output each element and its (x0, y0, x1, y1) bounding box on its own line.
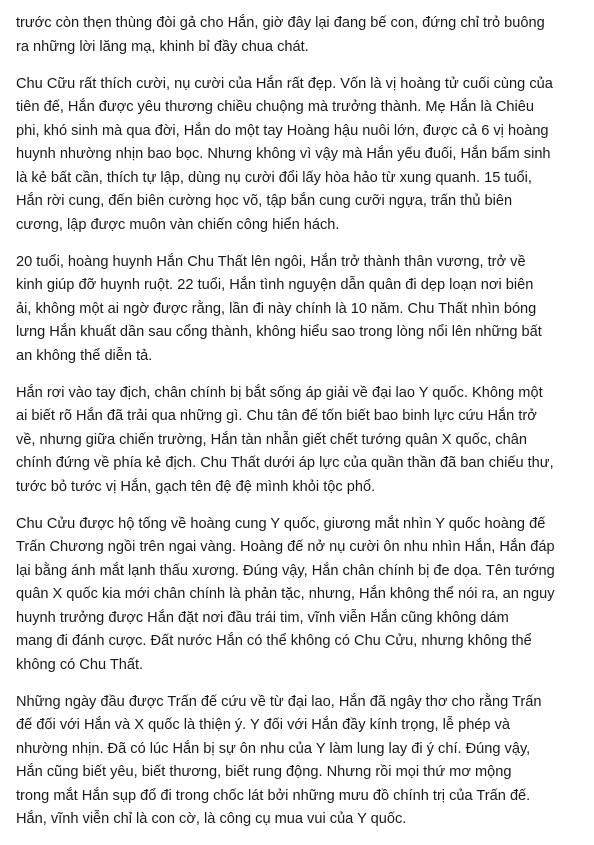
text-line: 20 tuổi, hoàng huynh Hắn Chu Thất lên ngôi, Hắn trở thành thân vương, trở về (16, 253, 526, 270)
text-line: Hắn rơi vào tay địch, chân chính bị bắt sống áp giải về đại lao Y quốc. Không một (16, 384, 543, 401)
text-line: lưng Hắn khuất dần sau cổng thành, không hiểu sao trong lòng nổi lên những bất (16, 324, 542, 340)
text-line: nhường nhịn. Đã có lúc Hắn bị sự ôn nhu của Y làm lung lay đi ý chí. Đúng vậy, (16, 740, 531, 757)
text-line: lại bằng ánh mắt lạnh thấu xương. Đúng vậy, Hắn chân chính bị đe dọa. Tên tướng (16, 562, 555, 579)
paragraph-5 (16, 513, 582, 678)
text-line: phi, khó sinh mà qua đời, Hắn do một tay Hoàng hậu nuôi lớn, được cả 6 vị hoàng (16, 122, 549, 139)
text-line: là kẻ bất cần, thích tự lập, dùng nụ cười đổi lấy hòa hảo từ xung quanh. 15 tuổi, (16, 169, 532, 186)
text-line: ai biết rõ Hắn đã trải qua những gì. Chu tân đế tốn biết bao binh lực cứu Hắn trở (16, 408, 537, 424)
text-line: Hắn rời cung, đến biên cường học võ, tập bắn cung cưỡi ngựa, trấn thủ biên (16, 193, 513, 209)
text-line: ải, không một ai ngờ được rằng, lần đi này chính là 10 năm. Chu Thất nhìn bóng (16, 300, 537, 317)
text-line: tiên đế, Hắn được yêu thương chiều chuộng mà trưởng thành. Mẹ Hắn là Chiêu (16, 99, 535, 115)
text-line: huynh nhường nhịn bao bọc. Nhưng không vì vậy mà Hắn yếu đuối, Hắn bẩm sinh (16, 146, 551, 162)
text-line: không có Chu Thất. (16, 656, 144, 673)
text-line: cương, lập được muôn vàn chiến công hiển hách. (16, 216, 340, 233)
text-line: Hắn, vĩnh viễn chỉ là con cờ, là công cụ mua vui của Y quốc. (16, 811, 407, 827)
document-page (16, 12, 582, 845)
text-line: Chu Cửu được hộ tống về hoàng cung Y quốc, giương mắt nhìn Y quốc hoàng đế (16, 515, 546, 532)
text-line: đế đối với Hắn và X quốc là thiện ý. Y đối với Hắn đầy kính trọng, lễ phép và (16, 717, 511, 733)
text-line: chính đứng về phía kẻ địch. Chu Thất dưới áp lực của quần thần đã ban chiếu thư, (16, 455, 554, 471)
text-line: trong mắt Hắn sụp đổ đi trong chốc lát bởi những mưu đồ chính trị của Trấn đế. (16, 787, 531, 804)
paragraph-2 (16, 73, 582, 238)
text-line: về, nhưng giữa chiến trường, Hắn tàn nhẫn giết chết tướng quân X quốc, chân (16, 431, 527, 448)
paragraph-1 (16, 12, 582, 59)
text-line: quân X quốc kia mới chân chính là phản tặc, nhưng, Hắn không thể nói ra, an nguy (16, 586, 555, 602)
text-line: huynh trưởng được Hắn đặt nơi đầu trái tim, vĩnh viễn Hắn cũng không dám (16, 609, 509, 626)
text-line: kinh giúp đỡ huynh ruột. 22 tuổi, Hắn tình nguyện dẫn quân đi dẹp loạn nơi biên (16, 277, 534, 293)
text-line: an không thể diễn tả. (16, 347, 153, 364)
text-line: ra những lời lăng mạ, khinh bỉ đầy chua chát. (16, 38, 309, 55)
text-line: trước còn thẹn thùng đòi gả cho Hắn, giờ đây lại đang bế con, đứng chỉ trỏ buông (16, 15, 545, 31)
paragraph-3 (16, 251, 582, 369)
paragraph-4 (16, 382, 582, 500)
text-line: mang đi đánh cược. Đất nước Hắn có thể không có Chu Cửu, nhưng không thể (16, 633, 532, 649)
text-line: tước bỏ tước vị Hắn, gạch tên đệ đệ mình khỏi tộc phổ. (16, 478, 376, 495)
text-line: Hắn cũng biết yêu, biết thương, biết rung động. Nhưng rồi mọi thứ mơ mộng (16, 764, 512, 780)
text-line: Những ngày đầu được Trấn đế cứu về từ đại lao, Hắn đã ngây thơ cho rằng Trấn (16, 693, 542, 710)
text-line: Trấn Chương ngồi trên ngai vàng. Hoàng đế nở nụ cười ôn nhu nhìn Hắn, Hắn đáp (16, 539, 555, 555)
paragraph-6 (16, 691, 582, 832)
text-line: Chu Cữu rất thích cười, nụ cười của Hắn rất đẹp. Vốn là vị hoàng tử cuối cùng của (16, 75, 553, 92)
